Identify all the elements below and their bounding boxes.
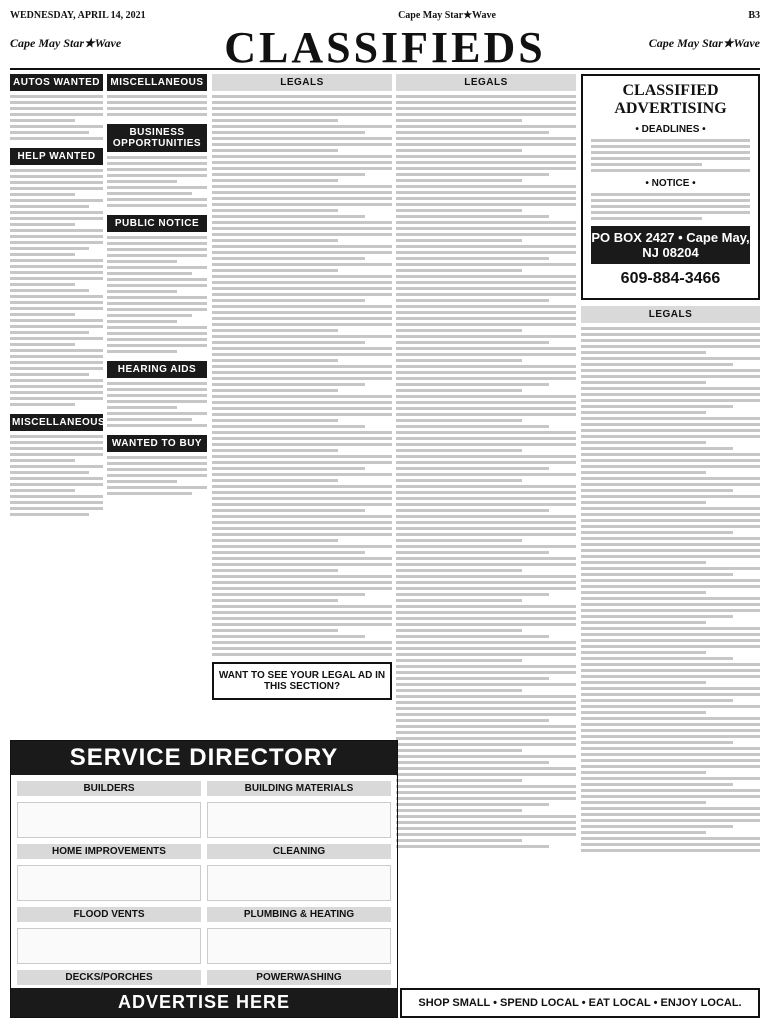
top-bar: [10, 8, 760, 22]
service-category: BUILDERS: [17, 781, 201, 796]
paper-logo-left: Cape May Star★Wave: [10, 36, 122, 50]
column-1: [10, 74, 106, 516]
column-3: [212, 74, 392, 700]
issue-date: WEDNESDAY, APRIL 14, 2021: [10, 9, 146, 21]
shop-local-banner: SHOP SMALL • SPEND LOCAL • EAT LOCAL • ENJOY LOCAL.: [400, 988, 760, 1018]
text-block: [10, 169, 103, 406]
classified-advertising-title: CLASSIFIED ADVERTISING: [614, 82, 727, 117]
section-legals: LEGALS: [581, 306, 760, 323]
service-category: CLEANING: [207, 844, 391, 859]
section-public-notice: PUBLIC NOTICE: [107, 215, 207, 232]
text-block: [107, 95, 207, 116]
page-number: B3: [748, 9, 760, 21]
service-category: HOME IMPROVEMENTS: [17, 844, 201, 859]
service-category: FLOOD VENTS: [17, 907, 201, 922]
legal-ad-promo: [212, 662, 392, 700]
service-ad: [207, 865, 391, 901]
service-directory: [10, 740, 398, 1018]
column-5: [581, 74, 760, 852]
text-block: [107, 236, 207, 353]
notice-heading: • NOTICE •: [645, 178, 696, 189]
service-grid: [11, 775, 397, 991]
service-category: BUILDING MATERIALS: [207, 781, 391, 796]
section-autos-wanted: AUTOS WANTED: [10, 74, 103, 91]
service-ad: [17, 928, 201, 964]
service-directory-title: SERVICE DIRECTORY: [11, 741, 397, 775]
text-block: [591, 139, 750, 172]
service-category: POWERWASHING: [207, 970, 391, 985]
text-block: [591, 193, 750, 220]
column-4: [396, 74, 576, 848]
text-block: [107, 382, 207, 427]
section-wanted-to-buy: WANTED TO BUY: [107, 435, 207, 452]
service-ad: [207, 928, 391, 964]
service-column-left: [17, 781, 201, 985]
contact-address: PO BOX 2427 • Cape May, NJ 08204: [591, 226, 750, 264]
section-miscellaneous-2: MISCELLANEOUS: [10, 414, 103, 431]
service-category: PLUMBING & HEATING: [207, 907, 391, 922]
classified-advertising-box: [581, 74, 760, 300]
masthead: [10, 22, 760, 70]
paper-logo-right: Cape May Star★Wave: [648, 36, 760, 50]
text-block: [396, 95, 576, 848]
text-block: [10, 95, 103, 140]
paper-name: Cape May Star★Wave: [398, 9, 496, 21]
legal-ad-promo-title: WANT TO SEE YOUR LEGAL AD IN THIS SECTION?: [218, 670, 386, 692]
text-block: [10, 435, 103, 516]
section-hearing-aids: HEARING AIDS: [107, 361, 207, 378]
service-ad: [17, 865, 201, 901]
service-ad: [207, 802, 391, 838]
section-legals: LEGALS: [396, 74, 576, 91]
text-block: [107, 456, 207, 495]
service-category: DECKS/PORCHES: [17, 970, 201, 985]
text-block: [212, 95, 392, 656]
deadlines-heading: • DEADLINES •: [635, 124, 706, 135]
service-column-right: [207, 781, 391, 985]
advertise-here-banner: ADVERTISE HERE: [11, 988, 397, 1017]
section-help-wanted: HELP WANTED: [10, 148, 103, 165]
section-business-opportunities: BUSINESS OPPORTUNITIES: [107, 124, 207, 152]
section-legals: LEGALS: [212, 74, 392, 91]
text-block: [581, 327, 760, 852]
service-ad: [17, 802, 201, 838]
section-miscellaneous: MISCELLANEOUS: [107, 74, 207, 91]
text-block: [107, 156, 207, 207]
page-title: CLASSIFIEDS: [224, 23, 546, 72]
contact-phone: 609-884-3466: [591, 266, 750, 292]
column-2: [107, 74, 207, 495]
